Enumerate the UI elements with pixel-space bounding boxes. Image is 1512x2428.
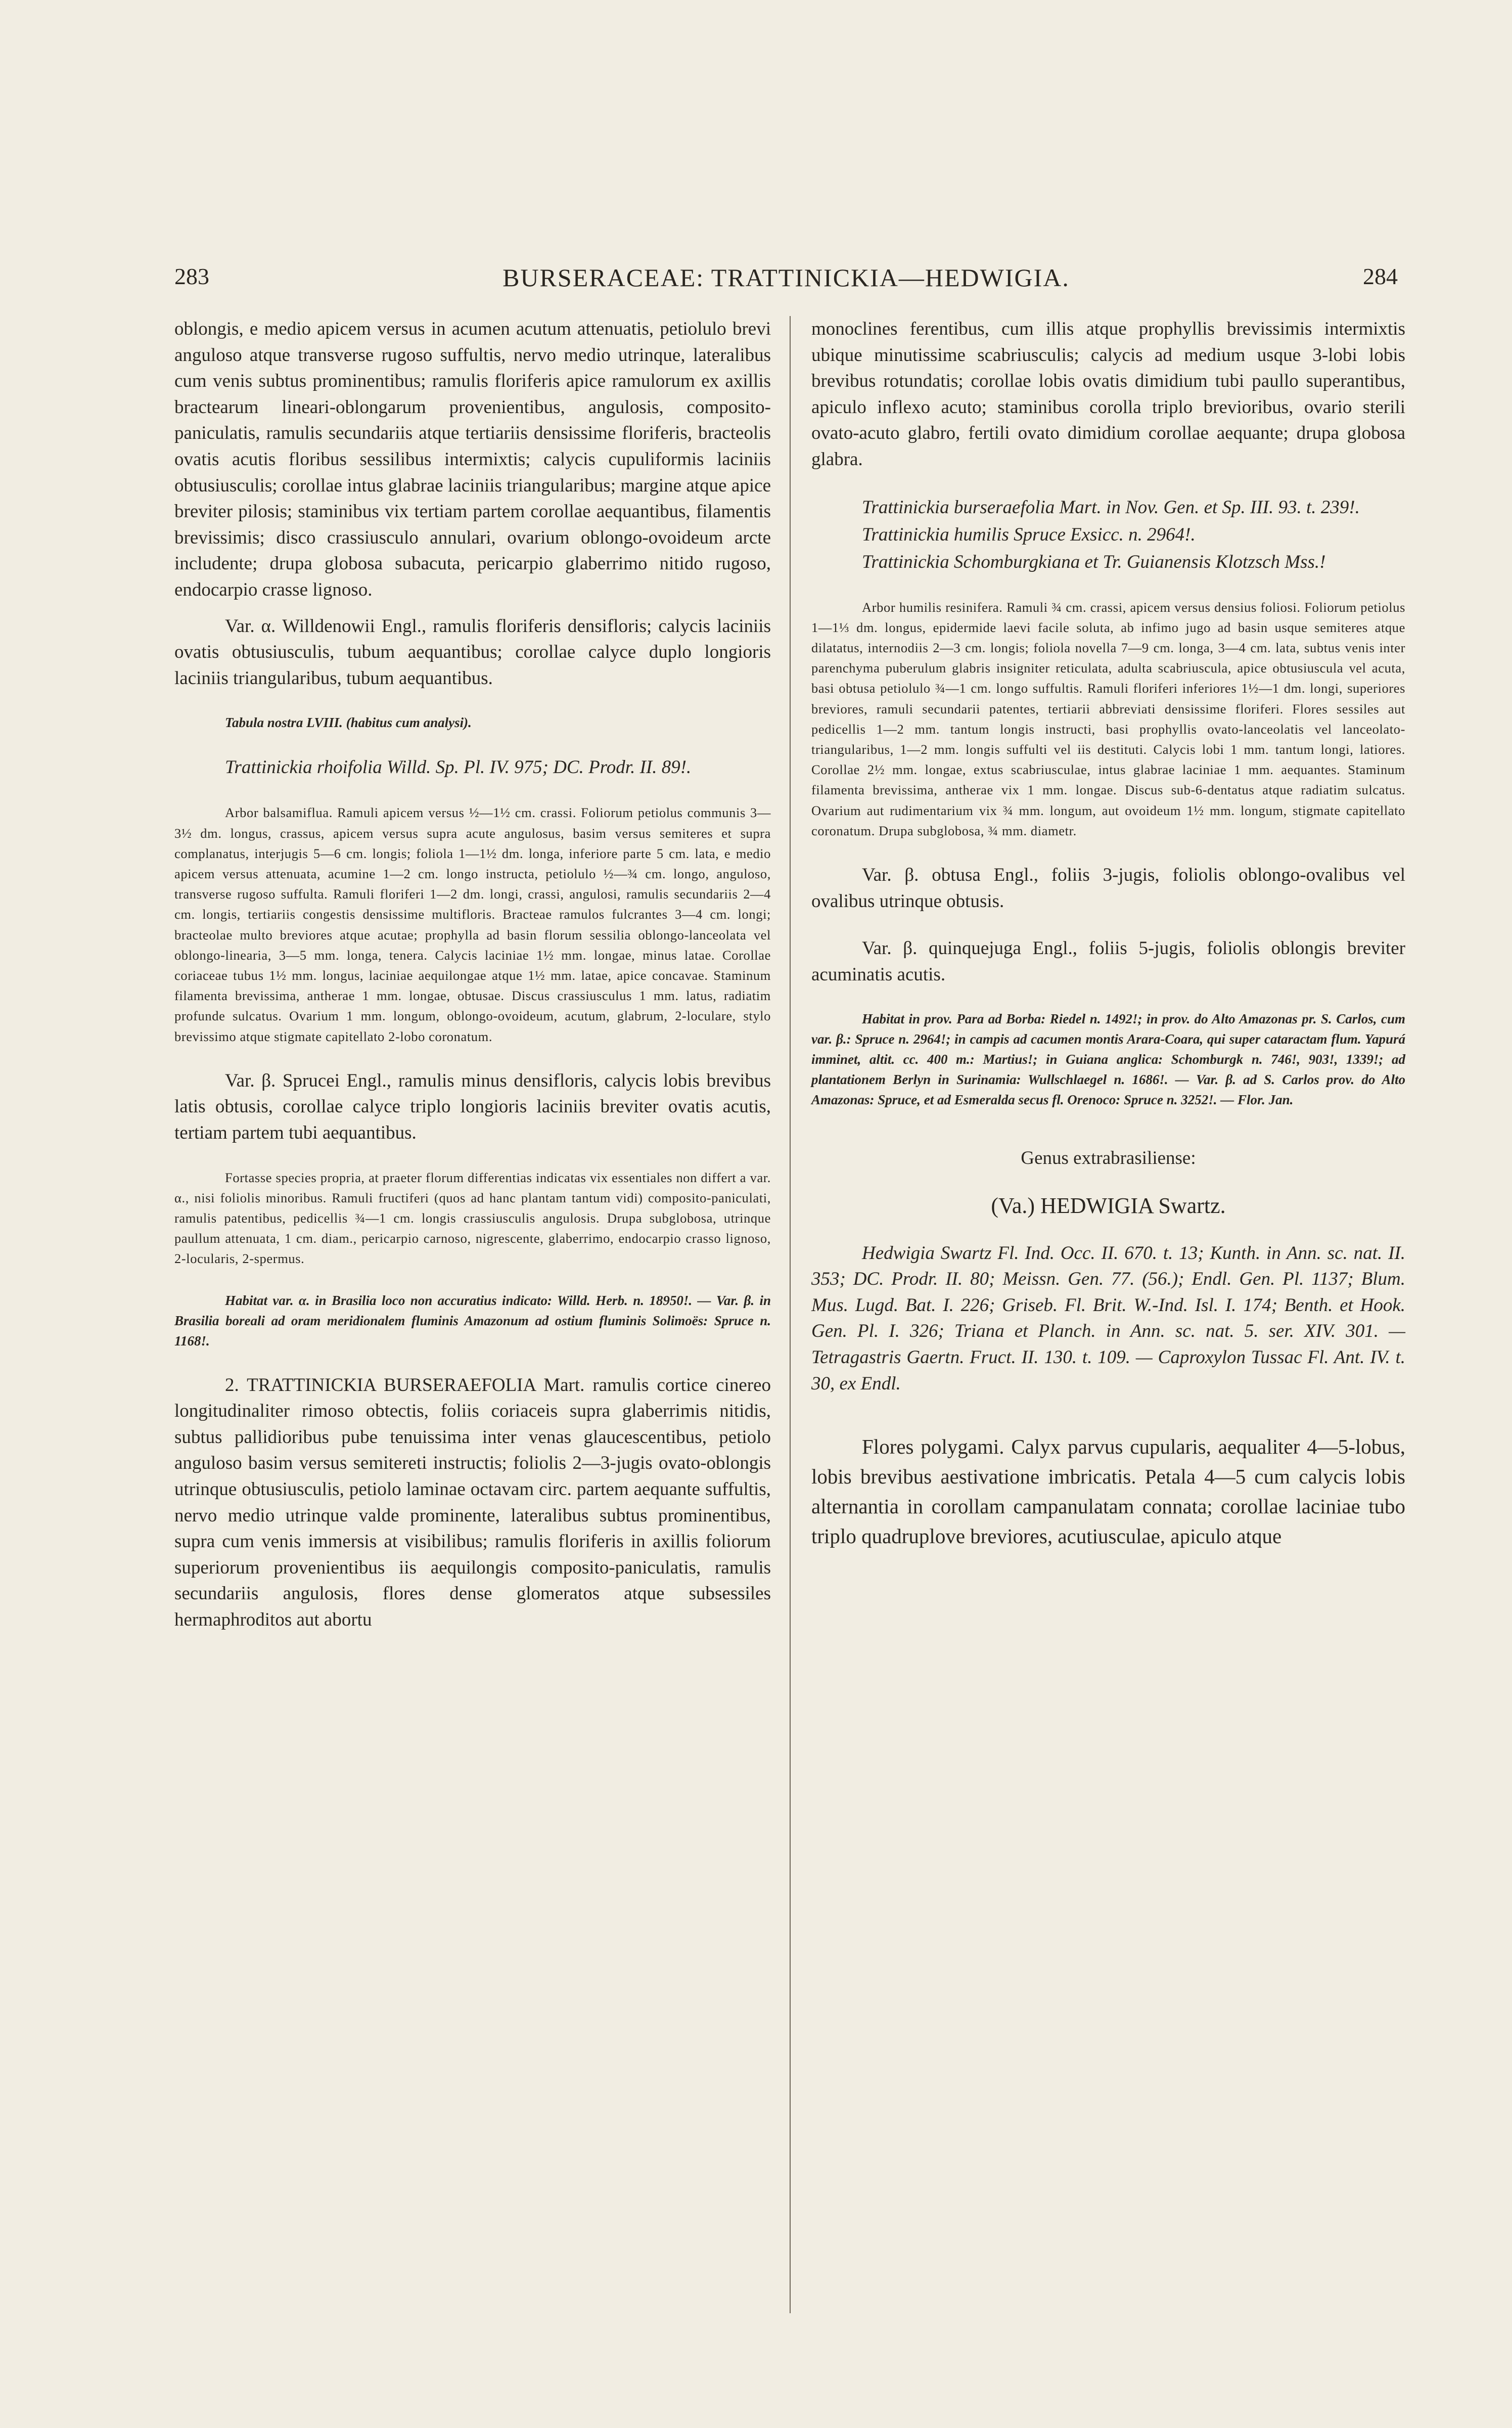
genus-references: Hedwigia Swartz Fl. Ind. Occ. II. 670. t. 13; Kunth. in Ann. sc. nat. II. 353; DC. Prodr. II. 80; Meissn. Gen. 77. (56.); Endl. Gen. Pl. 1137; Blum. Mus. Lugd. Bat. I. 226; Griseb. Fl. Brit. W.-Ind. Isl. I. 174; Benth. et Hook. Gen. Pl. I. 326; Triana et Planch. in Ann. sc. nat. 5. ser. XIV. 301. — Tetragastris Gaertn. Fruct. II. 130. t. 109. — Caproxylon Tussac Fl. Ant. IV. t. 30, ex Endl. (811, 1242, 1405, 1394)
variety-alpha: Var. α. Willdenowii Engl., ramulis floriferis densifloris; calycis laciniis ovatis obtusiusculis, tubum aequantibus; corollae calyce duplo longioris laciniis triangularibus, tubum aequantibus. (174, 615, 771, 689)
fruit-description: Fortasse species propria, at praeter florum differentias indicatas vix essentiales non differt a var. α., nisi foliolis minoribus. Ramuli fructiferi (quos ad hanc plantam tantum vidi) composito-paniculati, ramulis patentibus, pedicellis ¾—1 cm. longis crassiusculis angulosis. Drupa subglobosa, utrinque paullum attenuata, 1 cm. diam., pericarpio carnoso, nigrescente, glaberrimo, endocarpio crasso lignoso, 2-locularis, 2-spermus. (174, 1170, 771, 1267)
hedwigia-heading: (Va.) HEDWIGIA Swartz. (991, 1193, 1226, 1218)
running-title: BURSERACEAE: TRATTINICKIA—HEDWIGIA. (502, 263, 1070, 292)
citation-3: Trattinickia Schomburgkiana et Tr. Guianensis Klotzsch Mss.! (862, 551, 1326, 572)
flores-description: Flores polygami. Calyx parvus cupularis, aequaliter 4—5-lobus, lobis brevibus aestivatione imbricatis. Petala 4—5 cum calycis lobis alternantia in corollam campanulatam connata; corollae laciniae tubo triplo quadruplove breviores, acutiusculae, apiculo atque (811, 1435, 1405, 1548)
detailed-description-right: Arbor humilis resinifera. Ramuli ¾ cm. crassi, apicem versus densius foliosi. Foliorum petiolus 1—1⅓ dm. longus, epidermide laevi facile soluta, ab infimo jugo ad basin usque semiteres atque dilatatus, internodiis 2—3 cm. longis; foliola novella 7—9 cm. longa, 3—4 cm. lata, subtus venis inter parenchyma puberulum glabris insigniter reticulata, adulta scabriuscula, apice obtusiuscula vel acuta, basi obtusa petiolulo ¾—1 cm. longo suffultis. Ramuli floriferi inferiores 1½—1 dm. longi, superiores breviores, ramuli secundarii patentes, tertiarii abbreviati densissime floriferi. Flores sessiles aut pedicellis 1—2 mm. tantum longis instructi, basi prophyllis ovato-lanceolatis vel lanceolato-triangularibus, 1—2 mm. longis suffulti vel iis destituti. Calycis lobi 1 mm. tantum longi, latiores. Corollae 2½ mm. longae, extus scabriusculae, intus glabrae laciniae 1 mm. aequantes. Staminum filamenta brevissima, antherae vix 1 mm. longae. Discus sub-6-dentatus atque radiatim sulcatus. Ovarium aut rudimentarium vix ¾ mm. longum, aut ovoideum 1½ mm. longum, stigmate capitellato coronatum. Drupa subglobosa, ¾ mm. diametr. (811, 599, 1405, 838)
page-number-right: 284 (1363, 263, 1398, 289)
citation-2: Trattinickia humilis Spruce Exsicc. n. 2964!. (862, 524, 1196, 545)
habitat-note-right: Habitat in prov. Para ad Borba: Riedel n. 1492!; in prov. do Alto Amazonas pr. S. Carlos, cum var. β.: Spruce n. 2964!; in campis ad cacumen montis Arara-Coara, qui super cataractam flum. Yapurá imminet, altit. cc. 400 m.: Martius!; in Guiana anglica: Schomburgk n. 746!, 903!, 1339!; ad plantationem Berlyn in Surinamia: Wullschlaegel n. 1686!. — Var. β. ad S. Carlos prov. do Alto Amazonas: Spruce, et ad Esmeralda secus fl. Orenoco: Spruce n. 3252!. — Flor. Jan. (811, 1011, 1405, 1108)
citation-1: Trattinickia burseraefolia Mart. in Nov. Gen. et Sp. III. 93. t. 239!. (862, 497, 1360, 518)
species-2-heading: 2. TRATTINICKIA BURSERAEFOLIA Mart. ramulis cortice cinereo longitudinaliter rimoso obtectis, foliis coriaceis supra glaberrimis nitidis, subtus pallidioribus pube tenuissima inter venas glaucescentibus, petiolo anguloso basim versus semitereti instructis; foliolis 2—3-jugis ovato-oblongis utrinque obtusiusculis, petiolo laminae octavam circ. partem aequante suffultis, nervo medio utrinque valde prominente, lateralibus subtus prominentibus, supra cum venis immersis at visibilibus; ramulis floriferis in axillis foliorum superiorum provenientibus iis aequilongis composito-paniculatis, ramulis secundariis angulosis, flores dense glomeratos atque subsessiles hermaphroditos aut abortu (174, 1374, 771, 1630)
column-divider (790, 316, 791, 2313)
running-header (174, 263, 1398, 303)
variety-obtusa: Var. β. obtusa Engl., foliis 3-jugis, foliolis oblongo-ovalibus vel ovalibus utrinque obtusis. (811, 865, 1405, 912)
synonym-citation: Trattinickia rhoifolia Willd. Sp. Pl. IV. 975; DC. Prodr. II. 89!. (225, 757, 692, 778)
genus-heading: Genus extrabrasiliense: (1021, 1148, 1196, 1169)
description-continued-right: monoclines ferentibus, cum illis atque prophyllis brevissimis intermixtis ubique minutissime scabriusculis; calycis ad medium usque 3-lobi lobis brevibus rotundatis; corollae lobis ovatis dimidium tubi paullo superantibus, apiculo inflexo acuto; staminibus corolla triplo brevioribus, ovario sterili ovato-acuto glabro, fertili ovato dimidium corollae aequante; drupa globosa glabra. (811, 319, 1405, 470)
variety-beta: Var. β. Sprucei Engl., ramulis minus densifloris, calycis lobis brevibus latis obtusis, corollae calyce triplo longioris laciniis breviter ovatis acutis, tertiam partem tubi aequantibus. (174, 1070, 771, 1143)
left-column (174, 316, 771, 1633)
description-continued: oblongis, e medio apicem versus in acumen acutum attenuatis, petiolulo brevi anguloso atque transverse rugoso suffultis, nervo medio utrinque, lateralibus cum venis subtus prominentibus; ramulis floriferis apice ramulorum ex axillis bractearum lineari-oblongarum provenientibus, angulosis, composito-paniculatis, ramulis secundariis atque tertiariis densissime floriferis, bracteolis ovatis acutis floribus sessilibus intermixtis; calycis cupuliformis laciniis obtusiusculis; corollae intus glabrae laciniis triangularibus; margine atque apice breviter pilosis; staminibus vix tertiam partem corollae aequantibus, filamentis brevissimis; disco crassiusculo annulari, ovarium oblongo-ovoideum arcte includente; drupa globosa subacuta, pericarpio glaberrimo nitido rugoso, endocarpio crasse lignoso. (174, 319, 771, 600)
page-number-left: 283 (174, 263, 209, 289)
habitat-note: Habitat var. α. in Brasilia loco non accuratius indicato: Willd. Herb. n. 18950!. — Var. β. in Brasilia boreali ad oram meridionalem fluminis Amazonum ad ostium fluminis Solimoës: Spruce n. 1168!. (174, 1292, 771, 1348)
variety-quinquejuga: Var. β. quinquejuga Engl., foliis 5-jugis, foliolis oblongis breviter acuminatis acutis. (811, 938, 1405, 985)
detailed-description: Arbor balsamiflua. Ramuli apicem versus ½—1½ cm. crassi. Foliorum petiolus communis 3—3½ dm. longus, crassus, apicem versus supra acute angulosus, basim versus semiteres et supra complanatus, interjugis 5—6 cm. longis; foliola 1—1½ dm. longa, inferiore parte 5 cm. lata, e medio apicem versus attenuata, acumine 1—2 cm. longo instructa, petiolulo ½—¾ cm. longo, anguloso, transverse rugoso suffulta. Ramuli floriferi 1—2 dm. longi, crassi, angulosi, ramulis secundariis 2—4 cm. longis, tertiariis congestis densissime multifloris. Bracteae ramulos fulcrantes 3—4 cm. longi; bracteolae multo breviores atque acutae; prophylla ad basin florum sessilia oblongo-lanceolata vel oblongo-linearia, 3—5 mm. longa, tenera. Calycis laciniae 1½ mm. longae, minus latae. Corollae coriaceae tubus 1½ mm. longus, laciniae aequilongae atque 1½ mm. latae, apice concavae. Staminum filamenta brevissima, antherae 1 mm. longae, obtusae. Discus crassiusculus 1 mm. latus, radiatim profunde sulcatus. Ovarium 1 mm. longum, oblongo-ovoideum, acutum, glabrum, 2-loculare, stylo brevissimo atque stigmate capitellato 2-lobo coronatum. (174, 805, 771, 1044)
plate-reference: Tabula nostra LVIII. (habitus cum analysi). (225, 715, 472, 731)
right-column (811, 316, 1405, 1551)
